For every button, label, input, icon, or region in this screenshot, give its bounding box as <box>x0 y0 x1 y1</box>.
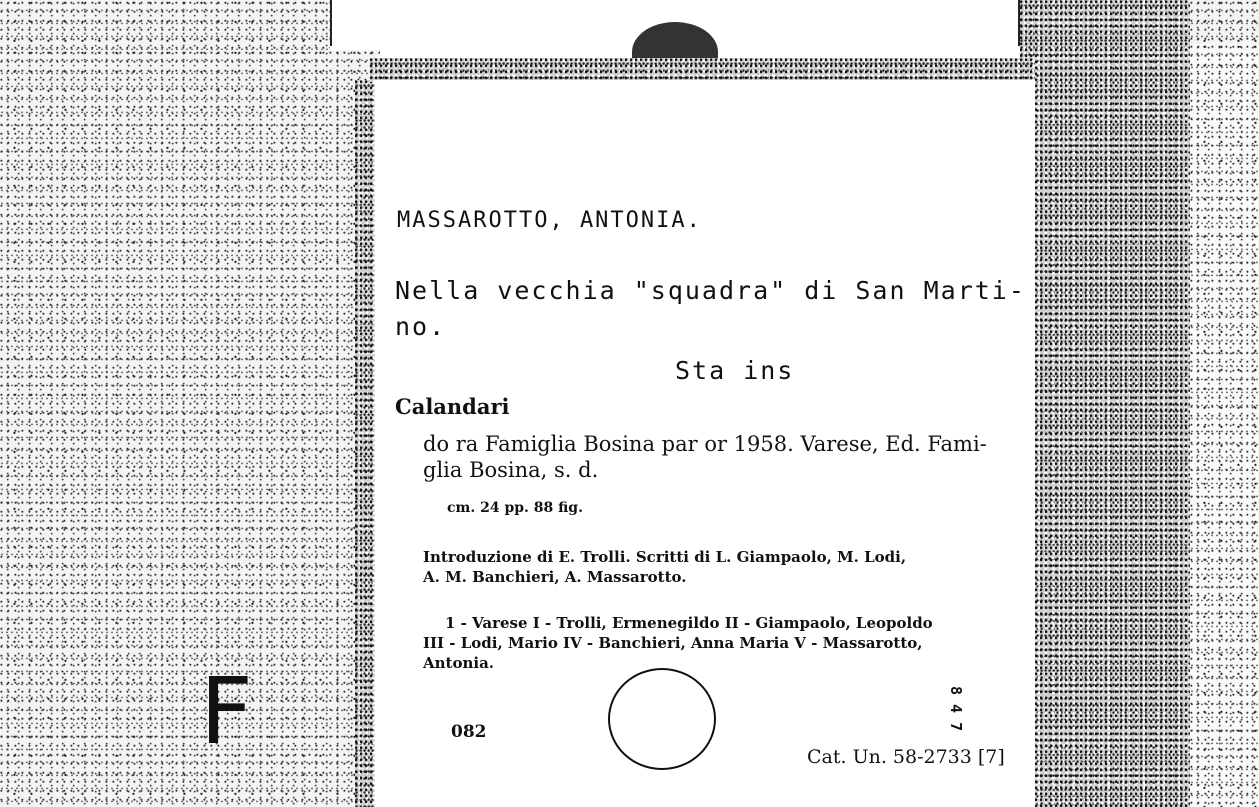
title-line-1: Nella vecchia "squadra" di San Marti- <box>395 276 1026 305</box>
physical-description: cm. 24 pp. 88 fig. <box>447 500 583 516</box>
description-line-1: do ra Famiglia Bosina par or 1958. Varese, Ed. Fami- <box>423 432 987 456</box>
note-line-2: A. M. Banchieri, A. Massarotto. <box>423 568 687 586</box>
tracings-line-3: Antonia. <box>423 654 495 672</box>
rotated-stamp: 8 4 7 <box>947 686 965 732</box>
card-shadow-left <box>355 80 377 807</box>
adjacent-card-right <box>1190 44 1259 807</box>
divider-letter: F <box>200 658 253 765</box>
card-shadow-top <box>370 58 1035 82</box>
in-label: Sta ins <box>675 356 795 385</box>
note-line-1: Introduzione di E. Trolli. Scritti di L. Giampaolo, M. Lodi, <box>423 548 907 566</box>
title-line-2: no. <box>395 312 447 341</box>
divider-card-left <box>0 50 380 807</box>
adjacent-card-top-left <box>0 0 330 50</box>
tracings-line-1: 1 - Varese I - Trolli, Ermenegildo II - Giampaolo, Leopoldo <box>445 614 933 632</box>
card-punch-hole <box>608 668 716 770</box>
class-number: 082 <box>451 722 487 742</box>
series-heading: Calandari <box>395 394 510 419</box>
tracings-line-2: III - Lodi, Mario IV - Banchieri, Anna Maria V - Massarotto, <box>423 634 923 652</box>
description-line-2: glia Bosina, s. d. <box>423 458 599 482</box>
adjacent-card-top-right <box>1190 0 1259 44</box>
card-shadow-right <box>1020 0 1190 807</box>
catalog-card <box>375 80 1035 807</box>
catalog-reference: Cat. Un. 58-2733 [7] <box>807 746 1005 768</box>
author-heading: MASSAROTTO, ANTONIA. <box>397 208 702 233</box>
